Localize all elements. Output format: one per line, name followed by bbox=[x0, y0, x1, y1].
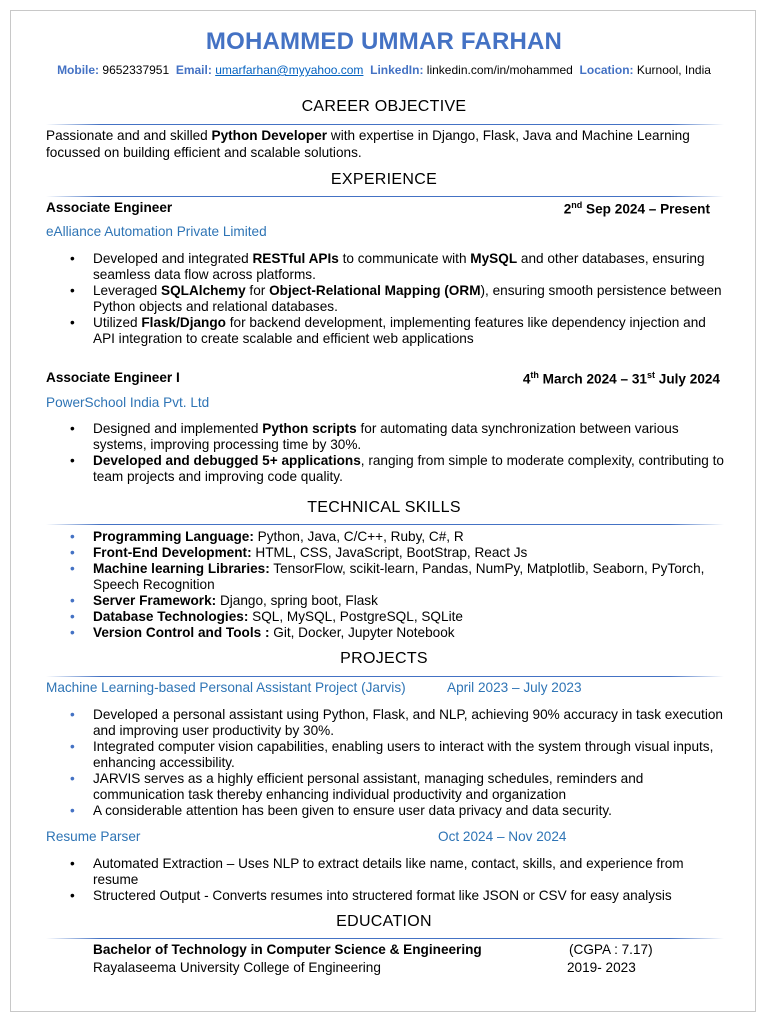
skills-list bbox=[70, 529, 726, 641]
objective-text-part: Passionate and and skilled bbox=[46, 128, 212, 143]
job-bullet bbox=[70, 315, 726, 347]
degree: Bachelor of Technology in Computer Science & Engineering bbox=[93, 942, 482, 957]
job-bullet bbox=[70, 421, 726, 453]
bullet-text: Designed and implemented bbox=[93, 421, 263, 436]
job-bullets bbox=[70, 421, 726, 485]
objective-text bbox=[46, 127, 726, 161]
job-title: Associate Engineer bbox=[46, 200, 173, 215]
skill-value: HTML, CSS, JavaScript, BootStrap, React Js bbox=[251, 545, 528, 560]
bullet-dot: • bbox=[70, 771, 75, 786]
skill-label: Programming Language: bbox=[93, 529, 254, 544]
bullet-text: JARVIS serves as a highly efficient personal assistant, managing schedules, reminders and communication task thereby enhancing individual productivity and organization bbox=[93, 771, 644, 802]
skill-item bbox=[70, 593, 726, 609]
skill-value: SQL, MySQL, PostgreSQL, SQLite bbox=[248, 609, 463, 624]
skill-label: Version Control and Tools : bbox=[93, 625, 270, 640]
bullet-text: ), ensuring smooth persistence between Python objects and relational databases. bbox=[93, 283, 722, 314]
email-link[interactable]: umarfarhan@myyahoo.com bbox=[215, 63, 364, 77]
date-part: Sep 2024 – Present bbox=[582, 201, 710, 217]
job-date bbox=[523, 370, 720, 387]
date-part: 4 bbox=[522, 371, 531, 387]
bullet-dot: • bbox=[70, 315, 75, 330]
candidate-name: MOHAMMED UMMAR FARHAN bbox=[205, 28, 563, 55]
project-date: April 2023 – July 2023 bbox=[447, 680, 582, 695]
bullet-dot: • bbox=[70, 561, 75, 576]
email-label: Email: bbox=[175, 63, 212, 77]
skill-label: Database Technologies: bbox=[93, 609, 249, 624]
job-title: Associate Engineer I bbox=[46, 370, 180, 385]
bullet-dot: • bbox=[70, 625, 75, 640]
linkedin-value: linkedin.com/in/mohammed bbox=[426, 63, 573, 77]
objective-text-part: with expertise in Django, Flask, Java and Machine Learning focussed on building efficient and scalable solutions. bbox=[46, 128, 690, 160]
section-divider bbox=[46, 196, 724, 197]
bullet-text: Developed and integrated bbox=[93, 251, 253, 266]
skill-item bbox=[70, 545, 726, 561]
bullet-text: Structered Output - Converts resumes into structered format like JSON or CSV for easy analysis bbox=[93, 888, 672, 903]
bullet-text: A considerable attention has been given to ensure user data privacy and data security. bbox=[93, 803, 612, 818]
date-part: 2 bbox=[563, 201, 572, 217]
job-bullet bbox=[70, 251, 726, 283]
skill-item bbox=[70, 561, 726, 593]
bullet-highlight: Developed and debugged 5+ applications bbox=[93, 453, 361, 468]
bullet-dot: • bbox=[70, 529, 75, 544]
bullet-text: Leveraged bbox=[93, 283, 162, 298]
date-part: March 2024 – 31 bbox=[538, 371, 647, 387]
bullet-dot: • bbox=[70, 856, 75, 871]
bullet-text: and other databases, ensuring seamless data flow across platforms. bbox=[93, 251, 705, 282]
bullet-text: , ranging from simple to moderate complexity, contributing to team projects and improving code quality. bbox=[93, 453, 724, 484]
project-bullet bbox=[70, 739, 726, 771]
job-bullet bbox=[70, 453, 726, 485]
company-name: eAlliance Automation Private Limited bbox=[46, 224, 267, 239]
bullet-text: for backend development, implementing features like dependency injection and API integration to create scalable and efficient web applications bbox=[93, 315, 706, 346]
section-heading-skills: TECHNICAL SKILLS bbox=[307, 499, 461, 516]
skill-item bbox=[70, 529, 726, 545]
college: Rayalaseema University College of Engineering bbox=[93, 960, 381, 975]
job-bullets bbox=[70, 251, 726, 347]
linkedin-label: LinkedIn: bbox=[370, 63, 424, 77]
location-value: Kurnool, India bbox=[636, 63, 711, 77]
bullet-text: to communicate with bbox=[338, 251, 471, 266]
bullet-dot: • bbox=[70, 609, 75, 624]
bullet-dot: • bbox=[70, 283, 75, 298]
project-bullet bbox=[70, 856, 726, 888]
bullet-highlight: SQLAlchemy bbox=[161, 283, 246, 298]
bullet-text: Automated Extraction – Uses NLP to extract details like name, contact, skills, and experience from resume bbox=[93, 856, 684, 887]
bullet-dot: • bbox=[70, 421, 75, 436]
section-heading-experience: EXPERIENCE bbox=[330, 171, 438, 188]
section-heading-education: EDUCATION bbox=[336, 913, 432, 930]
bullet-dot: • bbox=[70, 803, 75, 818]
bullet-highlight: RESTful APIs bbox=[252, 251, 339, 266]
bullet-highlight: MySQL bbox=[470, 251, 518, 266]
section-heading-projects: PROJECTS bbox=[340, 650, 428, 667]
job-date bbox=[564, 200, 710, 217]
project-name: Resume Parser bbox=[46, 829, 141, 844]
bullet-highlight: Python scripts bbox=[262, 421, 357, 436]
bullet-dot: • bbox=[70, 707, 75, 722]
bullet-dot: • bbox=[70, 739, 75, 754]
bullet-text: Developed a personal assistant using Python, Flask, and NLP, achieving 90% accuracy in task execution and improving user productivity by 30%. bbox=[93, 707, 723, 738]
section-divider bbox=[46, 938, 724, 939]
skill-label: Front-End Development: bbox=[93, 545, 252, 560]
skill-value: TensorFlow, scikit-learn, Pandas, NumPy, Matplotlib, Seaborn, PyTorch, Speech Recognition bbox=[93, 561, 705, 592]
objective-highlight: Python Developer bbox=[211, 128, 328, 143]
bullet-highlight: Object-Relational Mapping (ORM bbox=[269, 283, 481, 298]
mobile-label: Mobile: bbox=[57, 63, 100, 77]
bullet-dot: • bbox=[70, 545, 75, 560]
mobile-value: 9652337951 bbox=[102, 63, 170, 77]
section-heading-objective: CAREER OBJECTIVE bbox=[301, 98, 467, 115]
bullet-dot: • bbox=[70, 453, 75, 468]
date-part: July 2024 bbox=[655, 371, 720, 387]
section-divider bbox=[46, 524, 724, 525]
education-years: 2019- 2023 bbox=[567, 960, 636, 975]
skill-label: Machine learning Libraries: bbox=[93, 561, 270, 576]
location-label: Location: bbox=[579, 63, 634, 77]
job-bullet bbox=[70, 283, 726, 315]
project-bullet bbox=[70, 771, 726, 803]
bullet-text: for bbox=[245, 283, 270, 298]
project-bullets bbox=[70, 707, 726, 819]
skill-value: Git, Docker, Jupyter Notebook bbox=[269, 625, 455, 640]
skill-value: Django, spring boot, Flask bbox=[216, 593, 378, 608]
skill-value: Python, Java, C/C++, Ruby, C#, R bbox=[253, 529, 464, 544]
cgpa: (CGPA : 7.17) bbox=[569, 942, 653, 957]
project-name: Machine Learning-based Personal Assistant Project (Jarvis) bbox=[46, 680, 406, 695]
project-bullet bbox=[70, 707, 726, 739]
bullet-highlight: Flask/Django bbox=[141, 315, 226, 330]
bullet-dot: • bbox=[70, 251, 75, 266]
date-suffix: st bbox=[646, 370, 655, 380]
project-bullet bbox=[70, 803, 726, 819]
skill-item bbox=[70, 609, 726, 625]
bullet-text: Integrated computer vision capabilities, enabling users to interact with the system through visual inputs, enhancing accessibility. bbox=[93, 739, 714, 770]
date-suffix: th bbox=[530, 370, 539, 380]
bullet-dot: • bbox=[70, 888, 75, 903]
bullet-dot: • bbox=[70, 593, 75, 608]
section-divider bbox=[46, 124, 724, 125]
company-name: PowerSchool India Pvt. Ltd bbox=[46, 395, 210, 410]
date-suffix: nd bbox=[571, 200, 583, 210]
section-divider bbox=[46, 676, 724, 677]
skill-item bbox=[70, 625, 726, 641]
project-bullets bbox=[70, 856, 726, 904]
bullet-text: Utilized bbox=[93, 315, 142, 330]
project-bullet bbox=[70, 888, 726, 904]
contact-line bbox=[0, 63, 768, 77]
skill-label: Server Framework: bbox=[93, 593, 217, 608]
bullet-text: for automating data synchronization between various systems, improving processing time by 30%. bbox=[93, 421, 679, 452]
project-date: Oct 2024 – Nov 2024 bbox=[438, 829, 567, 844]
